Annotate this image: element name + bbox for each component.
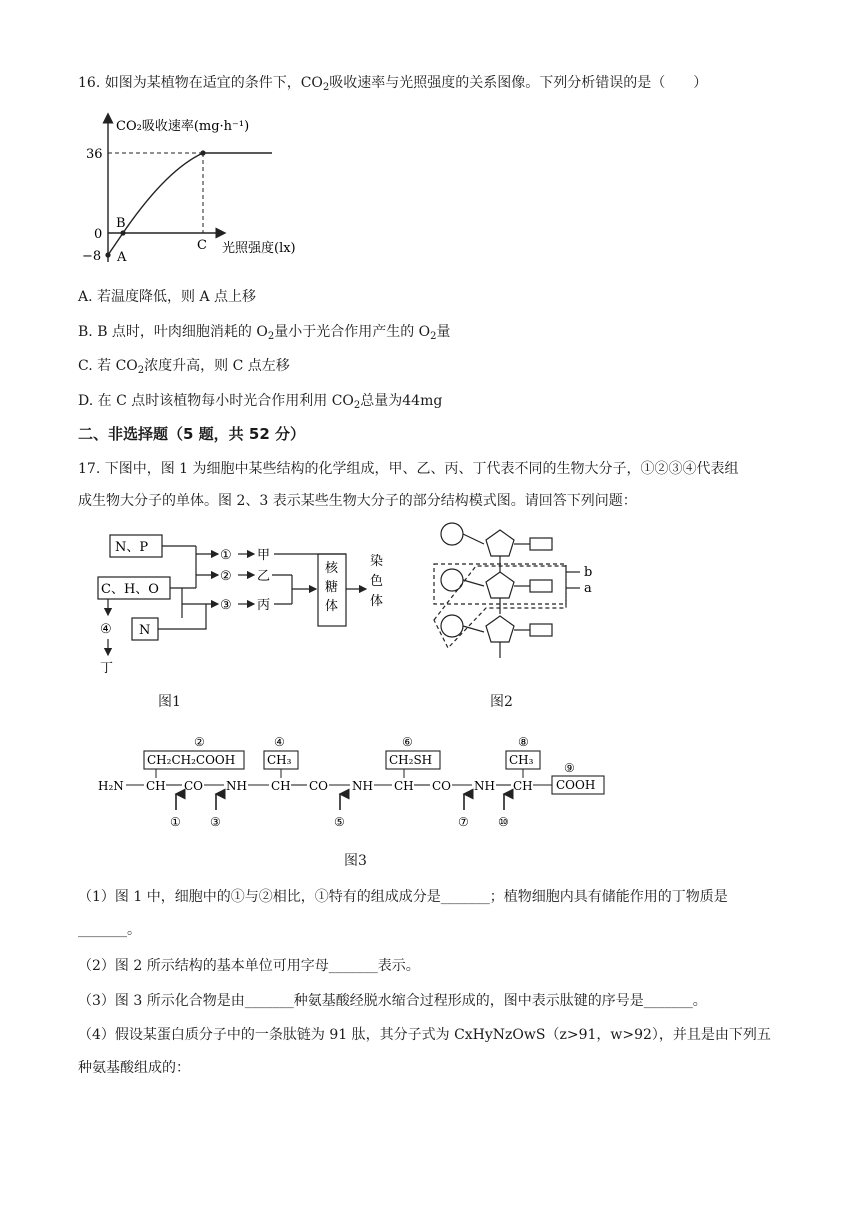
svg-text:③: ③ [210,815,221,829]
svg-text:色: 色 [370,574,384,589]
q17-part1-line2: _______。 [78,922,141,938]
svg-text:CH₃: CH₃ [267,753,292,767]
label-b: B [116,216,126,231]
svg-text:CH: CH [146,779,166,793]
svg-text:④: ④ [274,735,285,749]
x-axis-label: 光照强度(lx) [222,241,296,256]
svg-text:NH: NH [226,779,247,793]
tick-36: 36 [86,147,103,162]
figure-3-caption: 图3 [344,853,367,869]
figure-3 [96,732,616,832]
svg-text:丙: 丙 [257,598,271,613]
svg-text:③: ③ [220,598,232,613]
svg-text:①: ① [220,548,232,563]
svg-text:CH₃: CH₃ [509,753,534,767]
point-c-top [200,150,205,155]
svg-text:CO: CO [184,779,204,793]
svg-text:核: 核 [325,561,339,576]
q17-part3: （3）图 3 所示化合物是由_______种氨基酸经脱水缩合过程形成的，图中表示肽键的序号是_______。 [78,993,707,1009]
q17-part1-line1: （1）图 1 中，细胞中的①与②相比，①特有的组成成分是_______；植物细胞内具有储能作用的丁物质是 [78,889,728,905]
svg-text:⑥: ⑥ [402,735,413,749]
section-heading: 二、非选择题（5 题，共 52 分） [78,425,305,443]
figure-1 [96,527,406,682]
figure-2 [430,520,610,680]
q17-part4-line2: 种氨基酸组成的： [78,1060,190,1076]
svg-text:N、P: N、P [115,540,149,555]
fig2-label-b: b [584,565,593,580]
svg-text:CO: CO [432,779,452,793]
svg-text:体: 体 [370,594,384,609]
label-a: A [117,250,127,265]
svg-text:①: ① [170,815,181,829]
svg-text:CO: CO [309,779,329,793]
svg-text:丁: 丁 [100,661,114,676]
q16-option-c: C. 若 $CO_2$浓度升高，则 C 点左移 [78,358,290,376]
svg-text:⑩: ⑩ [498,815,509,829]
svg-text:②: ② [220,569,232,584]
fig2-label-a: a [584,581,592,596]
q16-option-d: D. 在 C 点时该植物每小时光合作用利用 $CO_2$总量为44mg [78,393,443,411]
point-b [120,230,125,235]
tick-0: 0 [94,227,103,242]
svg-text:染: 染 [370,554,384,569]
svg-text:C、H、O: C、H、O [101,582,159,597]
svg-text:H₂N: H₂N [98,779,124,793]
point-a [105,252,110,257]
q16-graph [76,112,336,272]
svg-text:乙: 乙 [257,569,271,584]
svg-text:COOH: COOH [556,778,596,792]
figure-2-caption: 图2 [490,694,513,710]
svg-text:④: ④ [100,622,112,637]
svg-text:CH₂CH₂COOH: CH₂CH₂COOH [147,753,236,767]
svg-text:体: 体 [325,599,339,614]
figure-1-caption: 图1 [158,694,181,710]
svg-text:CH₂SH: CH₂SH [389,753,433,767]
curve [108,153,272,255]
q17-stem-line2: 成生物大分子的单体。图 2、3 表示某些生物大分子的部分结构模式图。请回答下列问题： [78,493,637,509]
svg-text:NH: NH [474,779,495,793]
svg-text:CH: CH [394,779,414,793]
svg-text:⑨: ⑨ [564,761,575,775]
svg-text:甲: 甲 [257,548,271,563]
svg-text:⑧: ⑧ [518,735,529,749]
svg-text:⑦: ⑦ [458,815,469,829]
tick-neg8: −8 [82,249,102,264]
svg-text:CH: CH [513,779,533,793]
svg-text:②: ② [194,735,205,749]
q16-option-a: A. 若温度降低，则 A 点上移 [78,289,257,305]
svg-text:N: N [139,623,151,638]
y-axis-label: CO₂吸收速率(mg·h⁻¹) [116,119,250,134]
svg-text:糖: 糖 [325,580,339,595]
svg-text:CH: CH [271,779,291,793]
q16-option-b: B. B 点时，叶肉细胞消耗的 $O_2$量小于光合作用产生的 $O_2$量 [78,324,451,342]
label-c: C [197,238,207,253]
q17-part4-line1: （4）假设某蛋白质分子中的一条肽链为 91 肽，其分子式为 CxHyNzOwS（z>91，w>92），并且是由下列五 [78,1027,771,1043]
q17-stem-line1: 17. 下图中，图 1 为细胞中某些结构的化学组成，甲、乙、丙、丁代表不同的生物大分子，①②③④代表组 [78,461,739,477]
q16-stem: 16. 如图为某植物在适宜的条件下，$CO_2$吸收速率与光照强度的关系图像。下列分析错误的是（ ） [78,75,708,93]
svg-text:⑤: ⑤ [334,815,345,829]
svg-text:NH: NH [352,779,373,793]
q17-part2: （2）图 2 所示结构的基本单位可用字母_______表示。 [78,958,420,974]
